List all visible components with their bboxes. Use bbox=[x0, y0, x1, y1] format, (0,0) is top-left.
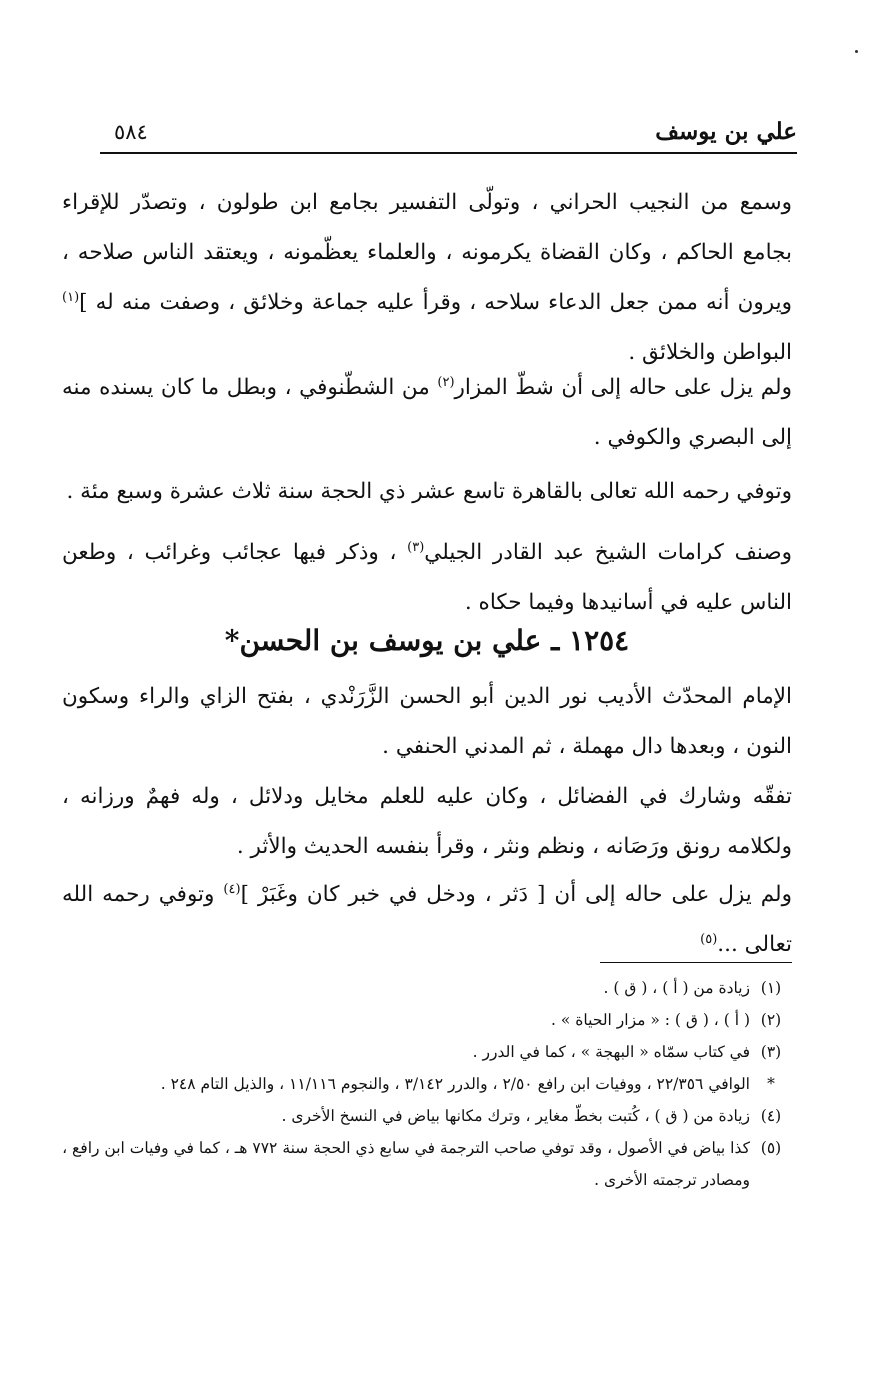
footnote-mark: * bbox=[767, 1075, 775, 1093]
footnote-item bbox=[58, 1004, 792, 1036]
footnote-item bbox=[58, 1068, 792, 1100]
footnote-text: زيادة من ( ق ) ، كُتبت بخطّ مغاير ، وترك مكانها بياض في النسخ الأخرى . bbox=[281, 1107, 750, 1125]
paragraph-1-text: وسمع من النجيب الحراني ، وتولّى التفسير بجامع ابن طولون ، وتصدّر للإقراء بجامع الحاكم ، وكان القضاة يكرمونه ، والعلماء يعظّمونه ، ويعتقد الناس صلاحه ، ويرون أنه ممن جعل الدعاء سلاحه ، وقرأ عليه جماعة وخلائق ، وصفت منه له ] bbox=[62, 190, 792, 315]
paragraph-5-text: الإمام المحدّث الأديب نور الدين أبو الحسن الزَّرَنْدي ، بفتح الزاي والراء وسكون النون ، وبعدها دال مهملة ، ثم المدني الحنفي . bbox=[62, 684, 792, 759]
footnote-ref-3: (٣) bbox=[407, 539, 425, 555]
paragraph-3 bbox=[62, 467, 792, 517]
paragraph-3-text: وتوفي رحمه الله تعالى بالقاهرة تاسع عشر ذي الحجة سنة ثلاث عشرة وسبع مئة . bbox=[66, 479, 792, 504]
footnote-mark: (٣) bbox=[760, 1043, 782, 1061]
footnote-ref-4: (٤) bbox=[223, 881, 241, 897]
speck bbox=[855, 50, 858, 53]
footnote-text: كذا بياض في الأصول ، وقد توفي صاحب الترجمة في سابع ذي الحجة سنة ٧٧٢ هـ ، كما في وفيات ابن رافع ، ومصادر ترجمته الأخرى . bbox=[62, 1139, 750, 1189]
paragraph-6-text: تفقّه وشارك في الفضائل ، وكان عليه للعلم مخايل ودلائل ، وله فهمٌ ورزانه ، ولكلامه رونق ورَصَانه ، ونظم ونثر ، وقرأ بنفسه الحديث والأثر . bbox=[62, 784, 792, 859]
footnote-text: ( أ ) ، ( ق ) : « مزار الحياة » . bbox=[551, 1011, 750, 1029]
paragraph-4-text: وصنف كرامات الشيخ عبد القادر الجيلي bbox=[424, 540, 792, 565]
paragraph-2-text: ولم يزل على حاله إلى أن شطّ المزار bbox=[454, 375, 792, 400]
page-number: ٥٨٤ bbox=[114, 120, 148, 144]
paragraph-7-end: وتوفي رحمه الله تعالى ... bbox=[62, 882, 792, 957]
paragraph-4 bbox=[62, 528, 792, 628]
running-header bbox=[100, 118, 797, 154]
footnote-mark: (٤) bbox=[760, 1107, 782, 1125]
paragraph-7-text: ولم يزل على حاله إلى أن [ دَثر ، ودخل في خبر كان وغَبَرْ ] bbox=[240, 882, 792, 907]
footnote-ref-1: (١) bbox=[62, 289, 80, 305]
paragraph-2-end: من الشطّنوفي ، وبطل ما كان يسنده منه إلى البصري والكوفي . bbox=[62, 375, 792, 450]
footnote-mark: (٢) bbox=[760, 1011, 782, 1029]
running-title: علي بن يوسف bbox=[655, 118, 797, 145]
footnotes bbox=[58, 972, 792, 1196]
footnote-item bbox=[58, 1100, 792, 1132]
paragraph-4-end: ، وذكر فيها عجائب وغرائب ، وطعن الناس عليه في أسانيدها وفيما حكاه . bbox=[62, 540, 792, 615]
footnote-item bbox=[58, 972, 792, 1004]
paragraph-2 bbox=[62, 363, 792, 463]
paragraph-6 bbox=[62, 772, 792, 872]
header-divider bbox=[100, 152, 797, 154]
footnote-ref-5: (٥) bbox=[700, 931, 718, 947]
paragraph-7 bbox=[62, 870, 792, 970]
paragraph-5 bbox=[62, 672, 792, 772]
footnote-item bbox=[58, 1036, 792, 1068]
footnote-ref-2: (٢) bbox=[437, 374, 455, 390]
footnote-text: زيادة من ( أ ) ، ( ق ) . bbox=[603, 979, 750, 997]
paragraph-1 bbox=[62, 178, 792, 378]
entry-heading: ١٢٥٤ ـ علي بن يوسف بن الحسن* bbox=[224, 624, 630, 657]
paragraph-1-end: البواطن والخلائق . bbox=[628, 340, 792, 365]
footnote-divider bbox=[600, 962, 792, 963]
footnote-item bbox=[58, 1132, 792, 1196]
footnote-mark: (١) bbox=[760, 979, 782, 997]
footnote-mark: (٥) bbox=[760, 1139, 782, 1157]
footnote-text: الوافي ٢٢/٣٥٦ ، ووفيات ابن رافع ٢/٥٠ ، والدرر ٣/١٤٢ ، والنجوم ١١/١١٦ ، والذيل التام ٢٤٨ . bbox=[160, 1075, 750, 1093]
footnote-text: في كتاب سمّاه « البهجة » ، كما في الدرر . bbox=[472, 1043, 750, 1061]
